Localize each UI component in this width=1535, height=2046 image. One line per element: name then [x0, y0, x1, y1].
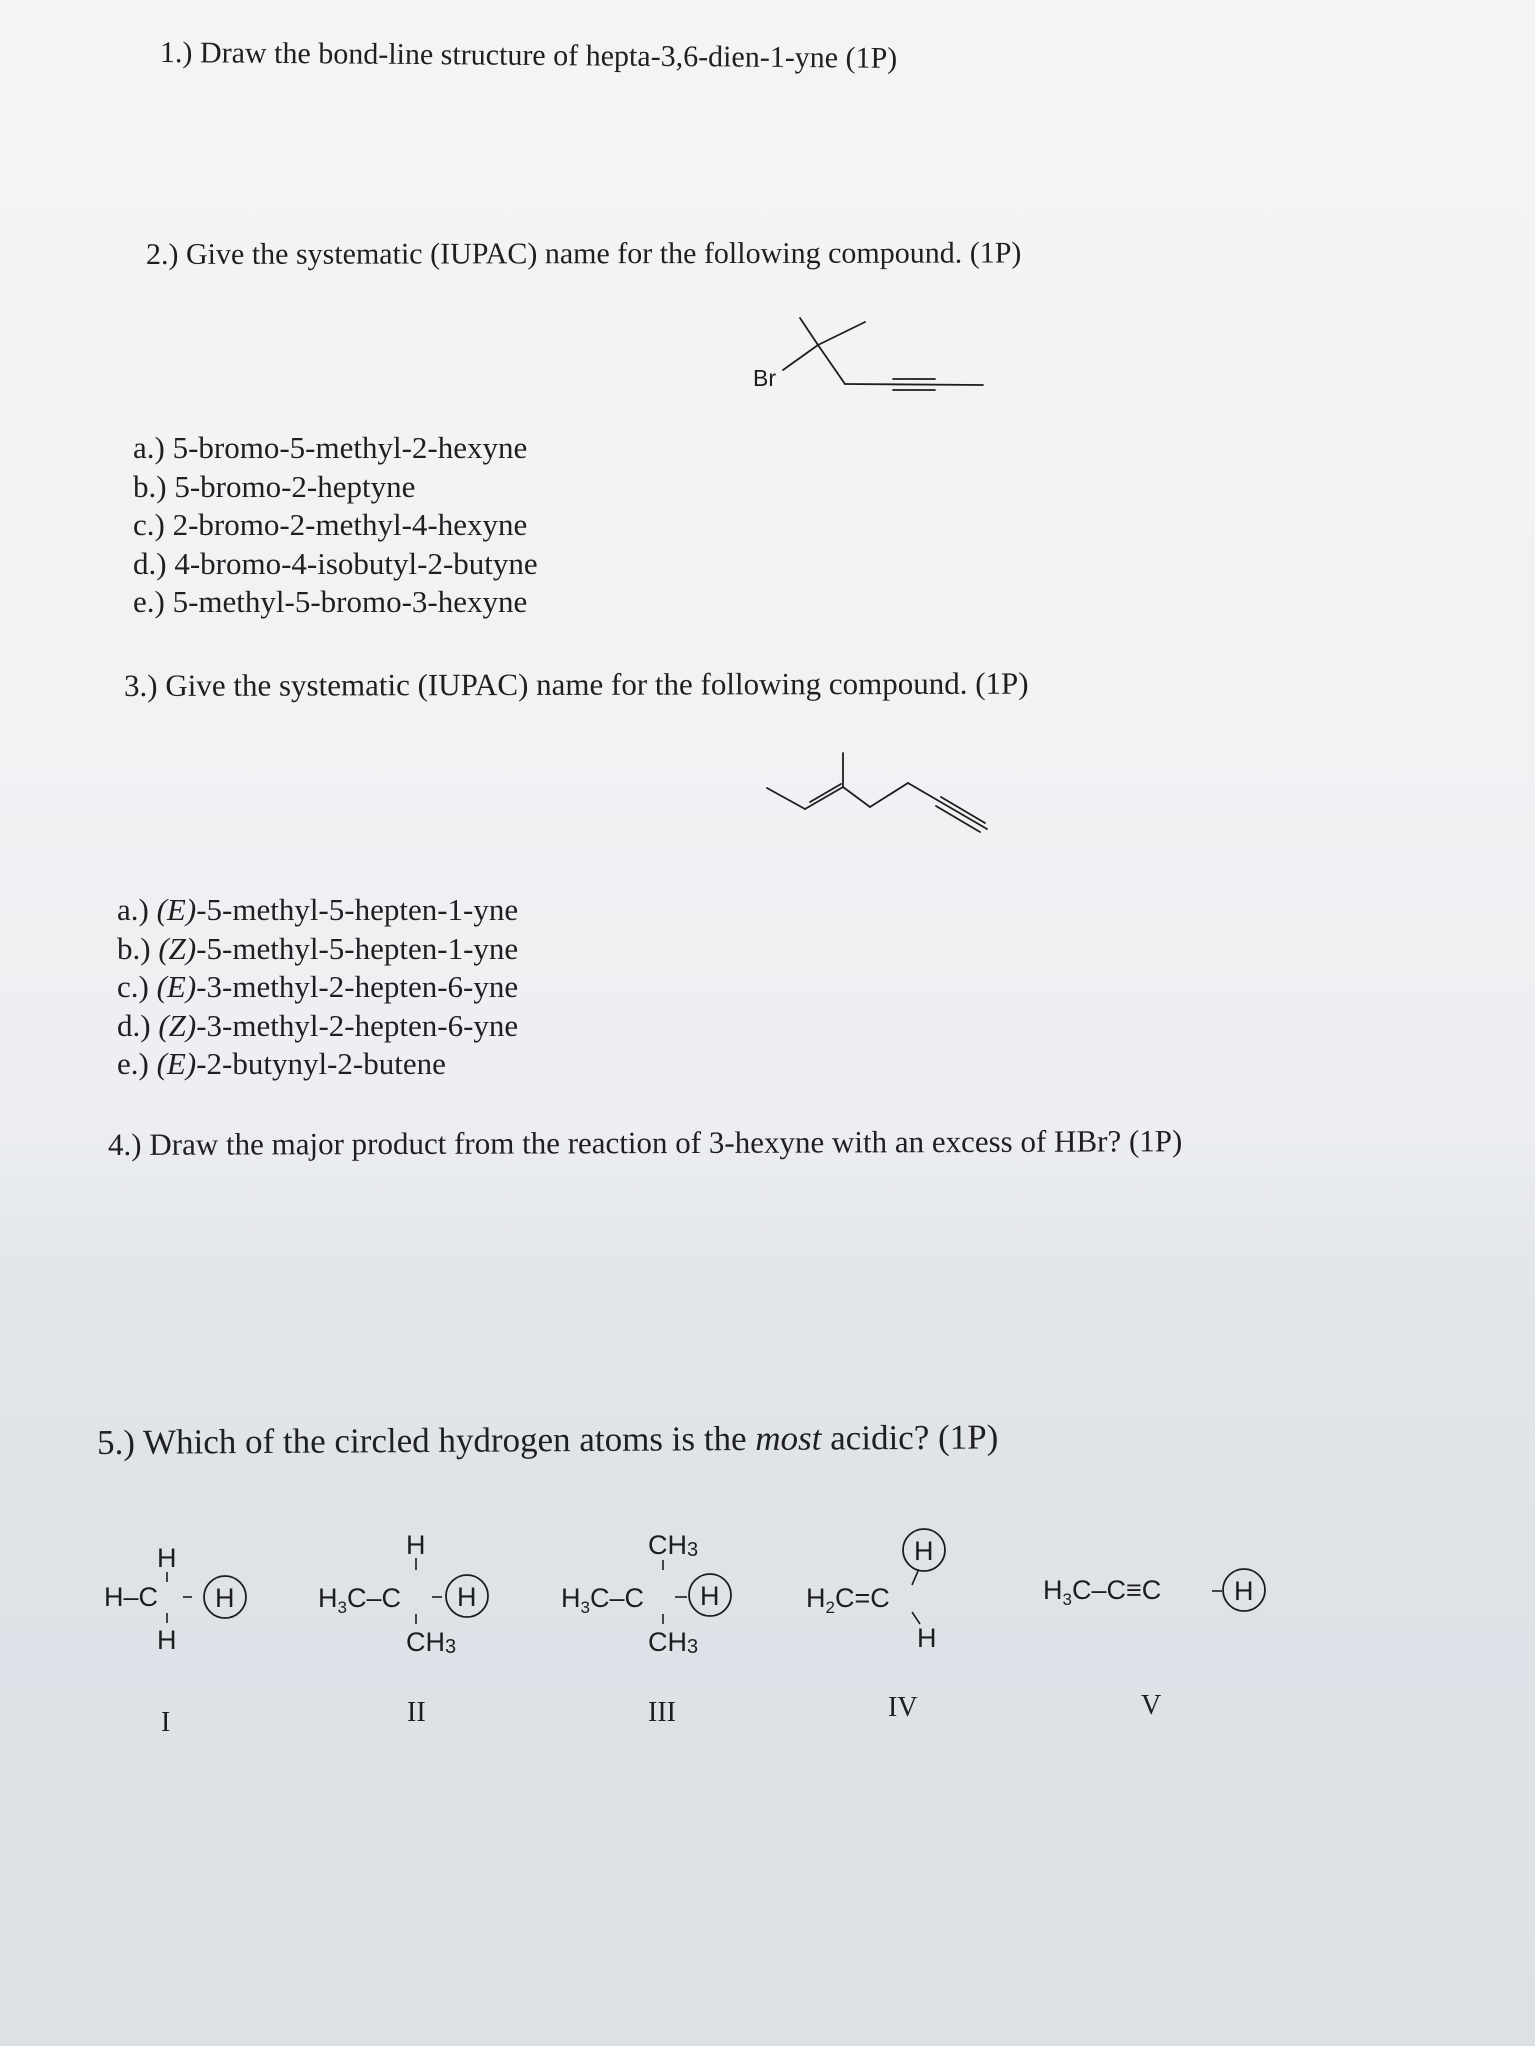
- question-5-text: 5.) Which of the circled hydrogen atoms is the: [96, 1418, 756, 1462]
- option-name: 5-bromo-2-heptyne: [174, 468, 416, 504]
- option-stereo: (Z): [158, 930, 197, 966]
- option-stereo: (E): [156, 1046, 197, 1081]
- option-stereo: (E): [156, 892, 197, 927]
- question-4: 4.) Draw the major product from the reaction of 3-hexyne with an excess of HBr? (1P): [107, 1123, 1183, 1162]
- svg-text:H: H: [457, 1582, 477, 1612]
- option-prefix: c.): [117, 969, 157, 1004]
- svg-text:H: H: [215, 1583, 235, 1613]
- svg-text:H: H: [700, 1581, 720, 1611]
- option-prefix: a.): [117, 892, 157, 927]
- option-name: -3-methyl-2-hepten-6-yne: [196, 1007, 519, 1043]
- option-prefix: d.): [117, 1007, 159, 1043]
- option-prefix: b.): [117, 930, 159, 966]
- option-name: -2-butynyl-2-butene: [196, 1046, 446, 1081]
- numeral-V: V: [1141, 1690, 1162, 1721]
- compound-IV: [806, 1529, 945, 1653]
- numeral-I: I: [161, 1707, 171, 1738]
- option-stereo: (E): [156, 969, 197, 1004]
- svg-text:CH3: CH3: [648, 1627, 699, 1658]
- compound-III: [561, 1530, 731, 1658]
- option-prefix: d.): [133, 545, 175, 581]
- option-name: -3-methyl-2-hepten-6-yne: [196, 969, 519, 1004]
- compound-II: [318, 1530, 488, 1658]
- svg-text:CH3: CH3: [406, 1627, 457, 1658]
- q2-option-d[interactable]: [133, 545, 538, 584]
- compound-I: [104, 1543, 246, 1655]
- question-5-emphasis: most: [755, 1418, 822, 1458]
- svg-text:H: H: [406, 1530, 426, 1560]
- q2-option-e[interactable]: [133, 583, 538, 622]
- q3-option-e[interactable]: [117, 1045, 518, 1084]
- compound-V: [1043, 1569, 1265, 1611]
- option-prefix: e.): [133, 584, 173, 619]
- option-prefix: c.): [133, 507, 173, 542]
- svg-text:H3C–C: $H_3C-C$: [318, 1583, 401, 1617]
- q3-option-d[interactable]: [117, 1007, 518, 1046]
- numeral-II: II: [407, 1697, 426, 1728]
- numeral-III: III: [648, 1697, 676, 1728]
- q3-option-b[interactable]: [117, 930, 518, 969]
- question-5: [97, 1417, 999, 1463]
- q2-structure: [745, 312, 985, 412]
- svg-text:H2C=C: $H_2C=C$: [806, 1583, 890, 1617]
- option-name: -5-methyl-5-hepten-1-yne: [196, 930, 519, 966]
- svg-text:H: H: [914, 1536, 934, 1566]
- q3-option-a[interactable]: [117, 891, 518, 930]
- bromine-label: Br: [753, 365, 776, 391]
- q2-options: [133, 429, 538, 622]
- q3-option-c[interactable]: [117, 968, 518, 1007]
- question-1: 1.) Draw the bond-line structure of hepta-3,6-dien-1-yne (1P): [159, 36, 898, 75]
- question-5-text-end: acidic? (1P): [821, 1417, 999, 1458]
- svg-text:H3C–C≡C: $H_3C-C\equiv C$: [1043, 1575, 1162, 1609]
- q2-option-a[interactable]: [133, 429, 538, 468]
- option-name: -5-methyl-5-hepten-1-yne: [196, 892, 519, 927]
- q2-option-c[interactable]: [133, 506, 538, 545]
- option-prefix: a.): [133, 430, 173, 465]
- option-prefix: b.): [133, 468, 175, 504]
- svg-text:H: H: [157, 1543, 177, 1573]
- option-stereo: (Z): [158, 1007, 197, 1043]
- svg-text:H: H: [1234, 1576, 1254, 1606]
- question-3: 3.) Give the systematic (IUPAC) name for the following compound. (1P): [123, 665, 1029, 703]
- svg-text:H–C: H–C: [104, 1582, 159, 1612]
- svg-text:H3C–C: $H_3C-C$: [561, 1583, 644, 1617]
- svg-text:H: H: [157, 1625, 177, 1655]
- option-prefix: e.): [117, 1046, 157, 1081]
- numeral-IV: IV: [888, 1692, 918, 1723]
- question-2: 2.) Give the systematic (IUPAC) name for the following compound. (1P): [145, 236, 1022, 271]
- q3-options: [117, 891, 518, 1084]
- option-name: 4-bromo-4-isobutyl-2-butyne: [174, 545, 538, 581]
- option-name: 5-bromo-5-methyl-2-hexyne: [172, 430, 528, 465]
- q2-option-b[interactable]: [133, 468, 538, 507]
- svg-text:H: H: [917, 1623, 937, 1653]
- option-name: 2-bromo-2-methyl-4-hexyne: [172, 507, 528, 542]
- q3-structure: [765, 745, 995, 845]
- q5-structures: [0, 1500, 1535, 1760]
- option-name: 5-methyl-5-bromo-3-hexyne: [172, 584, 528, 619]
- svg-text:CH3: CH3: [648, 1530, 699, 1561]
